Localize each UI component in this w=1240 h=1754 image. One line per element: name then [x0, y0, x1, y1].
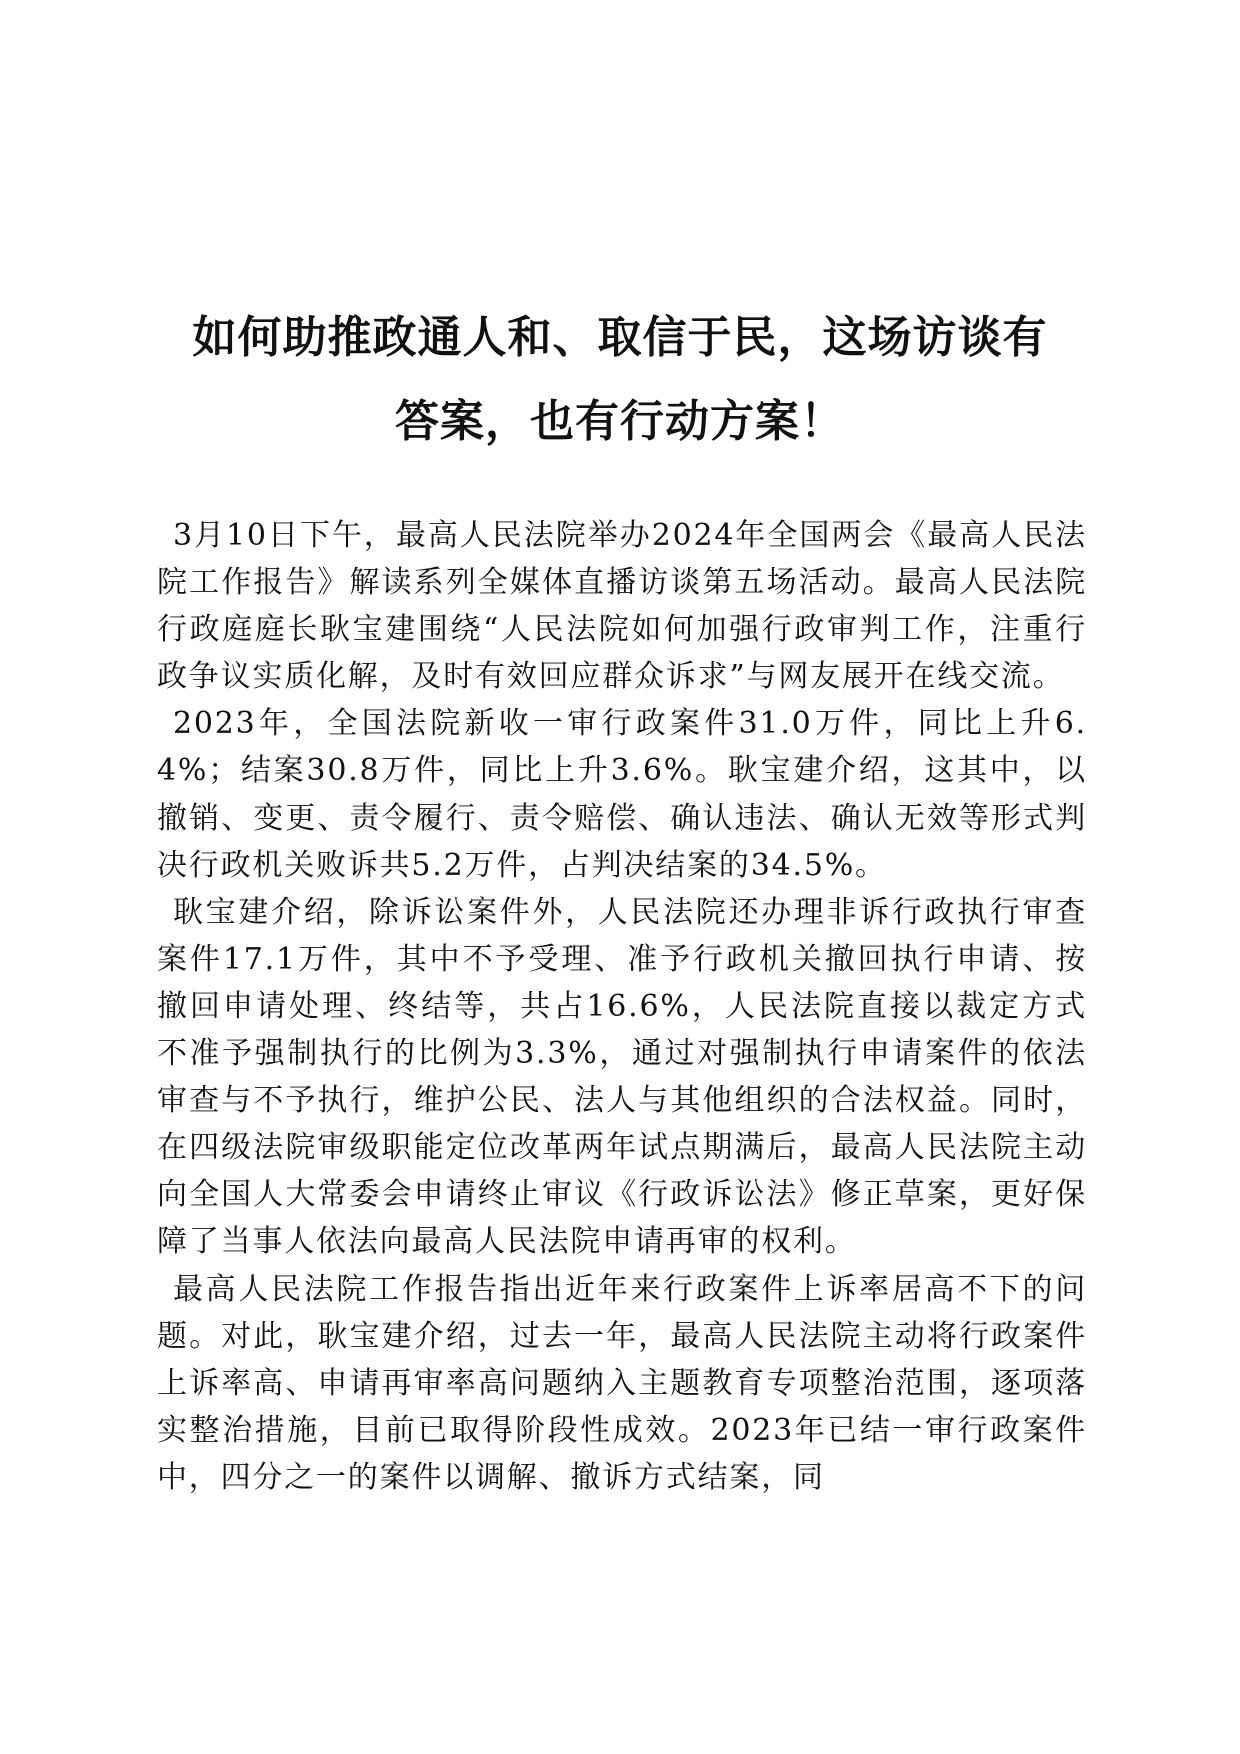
title-line-1: 如何助推政通人和、取信于民，这场访谈有 [192, 312, 1048, 363]
paragraph-3: 耿宝建介绍，除诉讼案件外，人民法院还办理非诉行政执行审查案件17.1万件，其中不予受理、准予行政机关撤回执行申请、按撤回申请处理、终结等，共占16.6%，人民法院直接以裁定方式不准予强制执行的比例为3.3%，通过对强制执行申请案件的依法审查与不予执行，维护公民、法人与其他组织的合法权益。同时，在四级法院审级职能定位改革两年试点期满后，最高人民法院主动向全国人大常委会申请终止审议《行政诉讼法》修正草案，更好保障了当事人依法向最高人民法院申请再审的权利。 [157, 894, 1087, 1260]
article-body [157, 512, 1087, 1501]
article-title [150, 296, 1090, 464]
paragraph-4: 最高人民法院工作报告指出近年来行政案件上诉率居高不下的问题。对此，耿宝建介绍，过去一年，最高人民法院主动将行政案件上诉率高、申请再审率高问题纳入主题教育专项整治范围，逐项落实整治措施，目前已取得阶段性成效。2023年已结一审行政案件中，四分之一的案件以调解、撤诉方式结案，同 [157, 1271, 1087, 1495]
paragraph-1: 3月10日下午，最高人民法院举办2024年全国两会《最高人民法院工作报告》解读系列全媒体直播访谈第五场活动。最高人民法院行政庭庭长耿宝建围绕“人民法院如何加强行政审判工作，注重行政争议实质化解，及时有效回应群众诉求”与网友展开在线交流。 [157, 518, 1087, 695]
paragraph-2: 2023年，全国法院新收一审行政案件31.0万件，同比上升6.4%；结案30.8万件，同比上升3.6%。耿宝建介绍，这其中，以撤销、变更、责令履行、责令赔偿、确认违法、确认无效等形式判决行政机关败诉共5.2万件，占判决结案的34.5%。 [157, 706, 1087, 883]
title-line-2: 答案，也有行动方案！ [395, 396, 845, 447]
